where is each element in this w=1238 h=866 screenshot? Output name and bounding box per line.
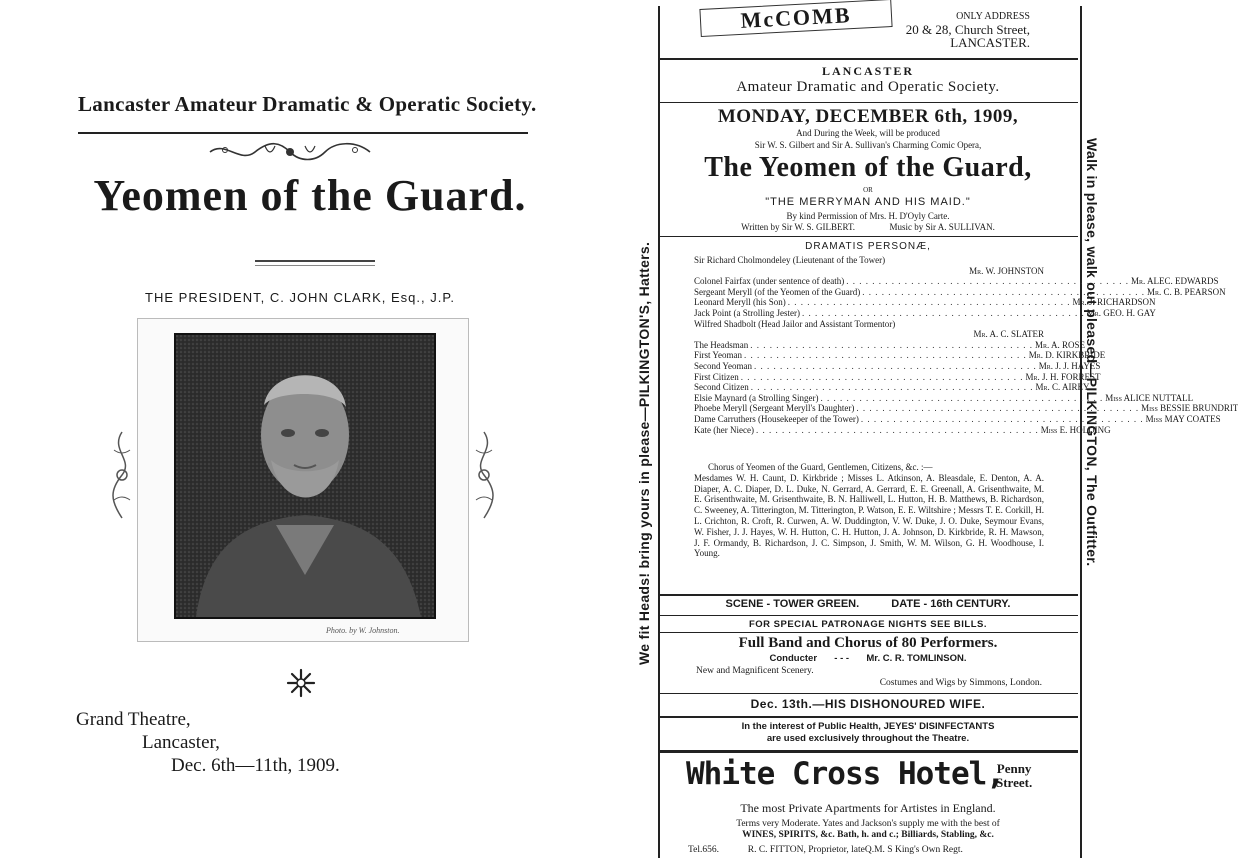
rule-hotel <box>658 750 1078 753</box>
cast-player: Mr. ALEC. EDWARDS <box>1130 276 1219 287</box>
rule-band <box>658 632 1078 633</box>
cast-row <box>694 392 1194 404</box>
cast-leader-dots: . . . . . . . . . . . . . . . . . . . . . . . . . . . . . . . . . . . . . . . . . . . . <box>801 307 1085 318</box>
cast-role: Wilfred Shadbolt (Head Jailor and Assistant Tormentor) <box>694 318 896 329</box>
cast-player: Miss E. HOLDING <box>1040 424 1111 435</box>
cast-leader-dots: . . . . . . . . . . . . . . . . . . . . . . . . . . . . . . . . . . . . . . . . . . . . <box>856 403 1140 414</box>
outfitter-side-advert: Walk in please, walk out pleased—PILKINGTON, The Outfitter. <box>1084 138 1100 567</box>
venue-line-1: Grand Theatre, <box>76 709 191 730</box>
cast-list <box>694 255 1238 435</box>
bill-scenery: New and Magnificent Scenery. <box>696 666 814 676</box>
cast-player: Mr. A. C. SLATER <box>973 329 1044 340</box>
cast-leader-dots: . . . . . . . . . . . . . . . . . . . . . . . . . . . . . . . . . . . . . . . . . . . . <box>862 286 1146 297</box>
bill-dramatis: DRAMATIS PERSONÆ, <box>805 241 931 252</box>
president-caption: THE PRESIDENT, C. JOHN CLARK, Esq., J.P. <box>145 290 455 305</box>
cast-row <box>694 255 1044 266</box>
cast-player: Mr. A. ROSE <box>1034 339 1085 350</box>
conductor-label: Conducter <box>769 653 818 664</box>
cast-leader-dots: . . . . . . . . . . . . . . . . . . . . . . . . . . . . . . . . . . . . . . . . . . . . <box>750 382 1034 393</box>
rule-health <box>658 716 1078 718</box>
bill-permission: By kind Permission of Mrs. H. D'Oyly Carte. <box>786 211 950 221</box>
cast-leader-dots: . . . . . . . . . . . . . . . . . . . . . . . . . . . . . . . . . . . . . . . . . . . . <box>755 424 1039 435</box>
address-street: 20 & 28, Church Street, <box>905 22 1030 37</box>
bill-health-2: are used exclusively throughout the Theatre. <box>766 733 970 744</box>
cast-row <box>694 360 1101 372</box>
rule-scene <box>658 594 1078 596</box>
hotel-tagline: The most Private Apartments for Artistes in England. <box>740 801 996 815</box>
cast-player: Mr. GEO. H. GAY <box>1086 307 1156 318</box>
bill-or: OR <box>863 186 873 194</box>
hotel-name: White Cross Hotel, <box>686 756 1004 792</box>
cast-row <box>694 413 1221 425</box>
cast-role: Phoebe Meryll (Sergeant Meryll's Daughter) <box>694 403 855 414</box>
cast-row <box>694 339 1085 351</box>
cast-row <box>694 276 1219 287</box>
hotel-terms-1: Terms very Moderate. Yates and Jackson's supply me with the best of <box>736 819 1000 829</box>
hotel-footer <box>660 845 1076 855</box>
cast-role: Elsie Maynard (a Strolling Singer) <box>694 392 819 403</box>
venue-line-3: Dec. 6th—11th, 1909. <box>171 755 340 776</box>
bill-patronage: FOR SPECIAL PATRONAGE NIGHTS SEE BILLS. <box>748 619 988 630</box>
cast-leader-dots: . . . . . . . . . . . . . . . . . . . . . . . . . . . . . . . . . . . . . . . . . . . . <box>846 276 1129 287</box>
cast-role: Leonard Meryll (his Son) <box>694 297 786 308</box>
cast-leader-dots: . . . . . . . . . . . . . . . . . . . . . . . . . . . . . . . . . . . . . . . . . . . . <box>860 413 1144 424</box>
rule-society <box>658 102 1078 103</box>
cast-player: Miss BESSIE BRUNDRIT <box>1141 403 1238 414</box>
right-flourish-icon <box>470 430 498 520</box>
cast-role: First Yeoman <box>694 350 743 361</box>
chorus-block <box>694 462 1044 559</box>
cast-leader-dots <box>696 266 967 277</box>
cast-role: Sergeant Meryll (of the Yeomen of the Guard) <box>694 286 861 297</box>
chorus-intro: Chorus of Yeomen of the Guard, Gentlemen, Citizens, &c. :— <box>708 462 933 472</box>
cast-row <box>694 319 1044 330</box>
asterism-icon <box>286 668 316 698</box>
rule-patronage <box>658 615 1078 616</box>
president-portrait <box>174 333 436 619</box>
hotel-terms-2: WINES, SPIRITS, &c. Bath, h. and c.; Billiards, Stabling, &c. <box>742 830 994 840</box>
cast-player: Mr. J. J. HAYES <box>1038 360 1101 371</box>
cast-player: Miss MAY COATES <box>1145 413 1221 424</box>
cast-player: Miss ALICE NUTTALL <box>1105 392 1194 403</box>
stamp-address <box>880 10 1030 49</box>
cast-role: First Citizen <box>694 371 739 382</box>
scroll-ornament-icon <box>205 138 375 166</box>
cast-player: Mr. J. H. FORREST <box>1025 371 1101 382</box>
mccomb-stamp: McCOMB <box>699 0 892 37</box>
bill-opera-title: The Yeomen of the Guard, <box>704 152 1032 183</box>
hotel-street <box>996 762 1032 790</box>
cast-leader-dots: . . . . . . . . . . . . . . . . . . . . . . . . . . . . . . . . . . . . . . . . . . . . <box>750 339 1033 350</box>
title-rule-thin <box>255 265 375 266</box>
bill-band: Full Band and Chorus of 80 Performers. <box>738 635 998 651</box>
cast-leader-dots <box>897 319 1042 330</box>
cast-row <box>694 307 1156 319</box>
bill-society-line2: Amateur Dramatic and Operatic Society. <box>736 79 1000 95</box>
bill-period: DATE - 16th CENTURY. <box>891 598 1011 610</box>
cast-leader-dots: . . . . . . . . . . . . . . . . . . . . . . . . . . . . . . . . . . . . . . . . . . . . <box>744 350 1027 361</box>
cast-leader-dots: . . . . . . . . . . . . . . . . . . . . . . . . . . . . . . . . . . . . . . . . . . . . <box>820 392 1104 403</box>
hotel-proprietor: R. C. FITTON, Proprietor, lateQ.M. S King's Own Regt. <box>747 845 963 855</box>
hotel-street-1: Penny <box>996 761 1032 776</box>
cast-role: The Headsman <box>694 339 749 350</box>
cast-role: Colonel Fairfax (under sentence of death) <box>694 276 845 287</box>
cast-role: Jack Point (a Strolling Jester) <box>694 307 800 318</box>
cast-row <box>694 382 1090 393</box>
chorus-names: Mesdames W. H. Caunt, D. Kirkbride ; Misses L. Atkinson, A. Bleasdale, E. Denton, A. A. Diaper, A. C. Diaper, D. L. Duke, N. Gerrard, A. Gerrard, E. E. Greenall, A. Grisenthwaite, M. E. Grisenthwaite, M. Grisenthwaite, B. N. Halliwell, L. Hutton, H. B. Matthews, B. Richardson, C. Sweeney, A. Titterington, M. Titterington, P. Watson, E. E. Wiltshire ; Messrs T. E. Corkill, H. L. Crichton, R. Croft, R. Curwen, A. W. Duddington, V. W. Duke, J. O. Duke, Seymour Evans, W. Fisher, J. J. Hayes, W. H. Hutton, C. H. Hutton, J. A. Johnson, D. Kirkbride, R. H. Mawson, J. F. Ormandy, B. Richardson, J. C. Simpson, J. Smith, W. M. Wilson, G. H. Woodhouse, I. Young. <box>694 472 1044 559</box>
cast-player: Mr. C. AIREY <box>1035 382 1090 393</box>
society-heading: Lancaster Amateur Dramatic & Operatic Society. <box>78 92 537 116</box>
cast-row <box>694 371 1101 383</box>
bill-music-by: Music by Sir A. SULLIVAN. <box>889 222 995 232</box>
rule-next <box>658 693 1078 694</box>
cast-role: Sir Richard Cholmondeley (Lieutenant of the Tower) <box>694 255 886 265</box>
cast-row <box>694 403 1238 414</box>
bill-health-1: In the interest of Public Health, JEYES' DISINFECTANTS <box>741 721 995 732</box>
cast-leader-dots: . . . . . . . . . . . . . . . . . . . . . . . . . . . . . . . . . . . . . . . . . . . . <box>754 360 1037 371</box>
cast-leader-dots: . . . . . . . . . . . . . . . . . . . . . . . . . . . . . . . . . . . . . . . . . . . . <box>740 371 1024 382</box>
cast-role: Dame Carruthers (Housekeeper of the Tower) <box>694 413 859 424</box>
bill-scene-date <box>660 598 1076 610</box>
rule-credits <box>658 236 1078 237</box>
bill-date-line: MONDAY, DECEMBER 6th, 1909, <box>717 106 1019 127</box>
bill-costumes: Costumes and Wigs by Simmons, London. <box>879 678 1042 688</box>
bill-subtitle: "THE MERRYMAN AND HIS MAID." <box>765 196 971 208</box>
photo-credit: Photo. by W. Johnston. <box>326 626 400 635</box>
conductor-dashes: - - - <box>834 653 850 664</box>
cast-leader-dots <box>696 329 971 340</box>
bill-society-line1: LANCASTER <box>821 64 914 78</box>
cast-player: Mr. D. KIRKBRIDE <box>1028 350 1106 361</box>
rule-top <box>658 58 1078 60</box>
cast-row <box>694 286 1226 298</box>
address-town: LANCASTER. <box>950 35 1030 50</box>
cast-role: Kate (her Niece) <box>694 424 754 435</box>
bill-conductor <box>660 653 1076 664</box>
cast-role: Second Yeoman <box>694 360 752 371</box>
cast-row <box>694 424 1111 436</box>
cast-player: Mr. C. B. PEARSON <box>1147 286 1226 297</box>
venue-line-2: Lancaster, <box>142 732 220 753</box>
cast-row <box>694 329 1044 340</box>
bill-authors: Sir W. S. Gilbert and Sir A. Sullivan's Charming Comic Opera, <box>754 140 982 150</box>
title-rule <box>255 260 375 262</box>
heading-rule <box>78 132 528 134</box>
address-only: ONLY ADDRESS <box>956 11 1030 22</box>
cover-title: Yeomen of the Guard. <box>93 171 527 220</box>
venue-block <box>76 708 340 777</box>
cast-leader-dots: . . . . . . . . . . . . . . . . . . . . . . . . . . . . . . . . . . . . . . . . . . . . <box>787 297 1071 308</box>
cast-row <box>694 266 1044 277</box>
bill-credits <box>660 222 1076 232</box>
bill-during-week: And During the Week, will be produced <box>796 128 940 138</box>
hatters-side-advert: We fit Heads! bring yours in please—PILKINGTON'S, Hatters. <box>636 241 652 665</box>
bill-next-show: Dec. 13th.—HIS DISHONOURED WIFE. <box>750 697 986 711</box>
cast-row <box>694 297 1156 308</box>
bill-scene: SCENE - TOWER GREEN. <box>725 598 860 610</box>
bill-written-by: Written by Sir W. S. GILBERT. <box>741 222 856 232</box>
hotel-tel: Tel.656. <box>688 845 719 855</box>
cast-player: Mr. J. RICHARDSON <box>1072 297 1156 308</box>
cast-player: Mr. W. JOHNSTON <box>969 265 1044 276</box>
hotel-street-2: Street. <box>996 775 1033 790</box>
left-flourish-icon <box>108 430 136 520</box>
portrait-image <box>176 335 434 617</box>
conductor-name: Mr. C. R. TOMLINSON. <box>866 653 967 664</box>
cast-row <box>694 350 1106 361</box>
cast-leader-dots <box>887 255 1042 266</box>
cast-role: Second Citizen <box>694 382 749 393</box>
